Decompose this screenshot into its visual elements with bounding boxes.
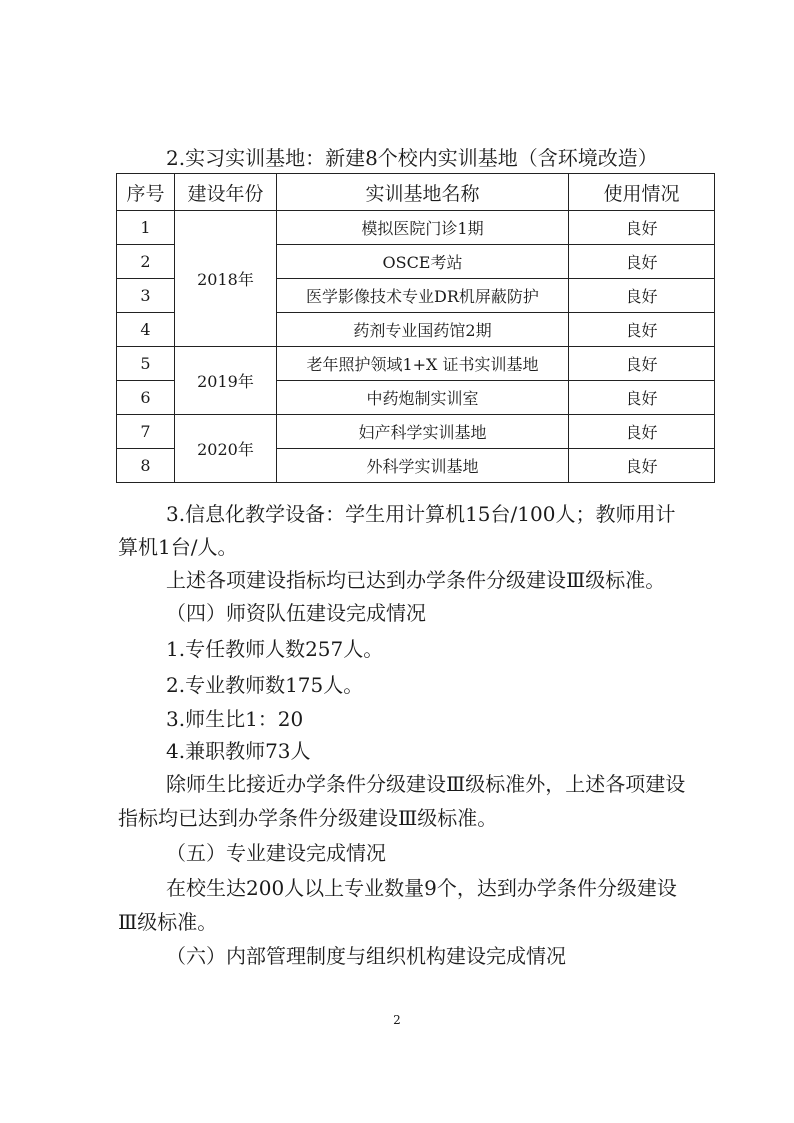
section-6-title: （六）内部管理制度与组织机构建设完成情况 xyxy=(166,944,566,968)
item-1: 1.专任教师人数257人。 xyxy=(166,637,384,661)
row-no: 7 xyxy=(117,415,175,449)
item-2: 2.专业教师数175人。 xyxy=(166,673,364,697)
row-status: 良好 xyxy=(569,313,715,347)
row-no: 6 xyxy=(117,381,175,415)
row-no: 8 xyxy=(117,449,175,483)
page-number: 2 xyxy=(393,1013,401,1027)
row-name: 医学影像技术专业DR机屏蔽防护 xyxy=(277,279,569,313)
table-row xyxy=(117,347,715,381)
row-name: 外科学实训基地 xyxy=(277,449,569,483)
table-header-row xyxy=(117,174,715,211)
item-4: 4.兼职教师73人 xyxy=(166,739,311,763)
section-5-line-2: Ⅲ级标准。 xyxy=(118,910,218,934)
summary-1: 上述各项建设指标均已达到办学条件分级建设Ⅲ级标准。 xyxy=(166,568,666,592)
row-no: 3 xyxy=(117,279,175,313)
row-name: 老年照护领域1+X 证书实训基地 xyxy=(277,347,569,381)
section-2-heading: 2.实习实训基地：新建8个校内实训基地（含环境改造） xyxy=(166,146,658,170)
section-5-title: （五）专业建设完成情况 xyxy=(166,841,386,865)
year-cell: 2018年 xyxy=(175,211,277,347)
header-no: 序号 xyxy=(117,174,175,211)
row-name: 模拟医院门诊1期 xyxy=(277,211,569,245)
section-4-title: （四）师资队伍建设完成情况 xyxy=(166,601,426,625)
header-status: 使用情况 xyxy=(569,174,715,211)
row-no: 1 xyxy=(117,211,175,245)
paragraph-3-line-1: 3.信息化教学设备：学生用计算机15台/100人；教师用计 xyxy=(166,502,676,526)
row-status: 良好 xyxy=(569,211,715,245)
row-status: 良好 xyxy=(569,279,715,313)
training-base-table xyxy=(116,173,715,483)
row-no: 4 xyxy=(117,313,175,347)
row-name: 妇产科学实训基地 xyxy=(277,415,569,449)
row-no: 2 xyxy=(117,245,175,279)
summary-2-line-1: 除师生比接近办学条件分级建设Ⅲ级标准外，上述各项建设 xyxy=(166,772,686,796)
paragraph-3-line-2: 算机1台/人。 xyxy=(118,535,238,559)
year-cell: 2020年 xyxy=(175,415,277,483)
row-status: 良好 xyxy=(569,245,715,279)
row-status: 良好 xyxy=(569,381,715,415)
row-name: 药剂专业国药馆2期 xyxy=(277,313,569,347)
table-row xyxy=(117,211,715,245)
header-year: 建设年份 xyxy=(175,174,277,211)
row-name: OSCE考站 xyxy=(277,245,569,279)
row-status: 良好 xyxy=(569,347,715,381)
summary-2-line-2: 指标均已达到办学条件分级建设Ⅲ级标准。 xyxy=(118,806,498,830)
row-name: 中药炮制实训室 xyxy=(277,381,569,415)
item-3: 3.师生比1：20 xyxy=(166,707,304,731)
row-status: 良好 xyxy=(569,449,715,483)
row-no: 5 xyxy=(117,347,175,381)
year-cell: 2019年 xyxy=(175,347,277,415)
section-5-line-1: 在校生达200人以上专业数量9个，达到办学条件分级建设 xyxy=(166,876,677,900)
header-name: 实训基地名称 xyxy=(277,174,569,211)
table-row xyxy=(117,415,715,449)
row-status: 良好 xyxy=(569,415,715,449)
